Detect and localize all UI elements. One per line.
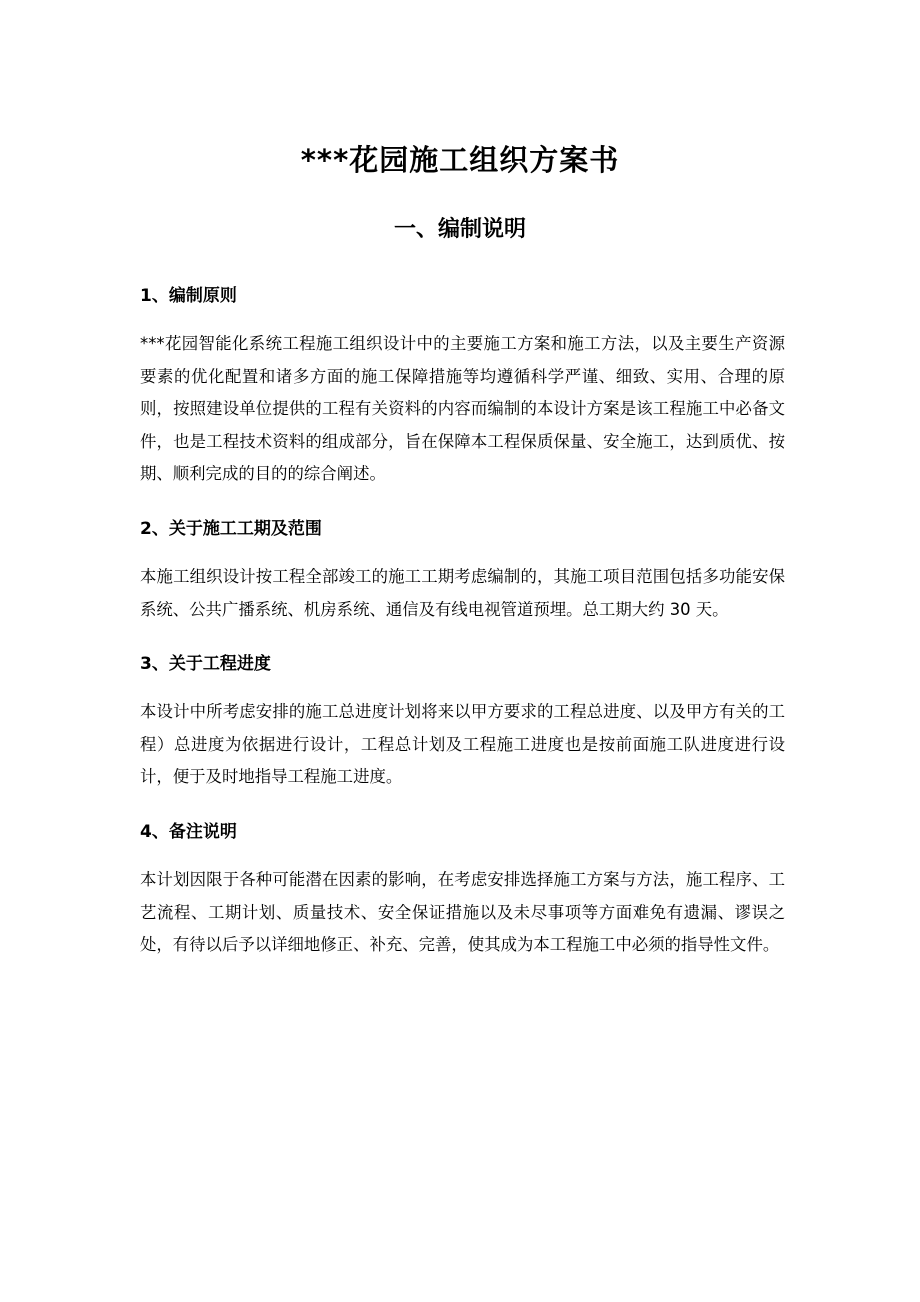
subsection-heading-3: 3、关于工程进度	[140, 654, 271, 675]
subsection-body-2: 本施工组织设计按工程全部竣工的施工工期考虑编制的，其施工项目范围包括多功能安保系统、公共广播系统、机房系统、通信及有线电视管道预埋。总工期大约 30 天。	[140, 566, 785, 619]
subsection-heading-4: 4、备注说明	[140, 821, 237, 842]
subsection-heading-1: 1、编制原则	[140, 286, 237, 306]
subsection-body-1: ***花园智能化系统工程施工组织设计中的主要施工方案和施工方法，以及主要生产资源要素的优化配置和诸多方面的施工保障措施等均遵循科学严谨、细致、实用、合理的原则，按照建设单位提供的工程有关资料的内容而编制的本设计方案是该工程施工中必备文件，也是工程技术资料的组成部分，旨在保障本工程保质保量、安全施工，达到质优、按期、顺利完成的目的的综合阐述。	[140, 334, 785, 484]
section-title: 一、编制说明	[393, 217, 526, 242]
subsection-body-3: 本设计中所考虑安排的施工总进度计划将来以甲方要求的工程总进度、以及甲方有关的工程）总进度为依据进行设计，工程总计划及工程施工进度也是按前面施工队进度进行设计，便于及时地指导工程施工进度。	[140, 702, 785, 787]
document-title: ***花园施工组织方案书	[300, 143, 620, 177]
subsection-body-4: 本计划因限于各种可能潜在因素的影响，在考虑安排选择施工方案与方法，施工程序、工艺流程、工期计划、质量技术、安全保证措施以及未尽事项等方面难免有遗漏、谬误之处，有待以后予以详细地修正、补充、完善，使其成为本工程施工中必须的指导性文件。	[140, 869, 785, 955]
subsection-heading-2: 2、关于施工工期及范围	[140, 518, 322, 539]
document-content	[140, 278, 785, 982]
